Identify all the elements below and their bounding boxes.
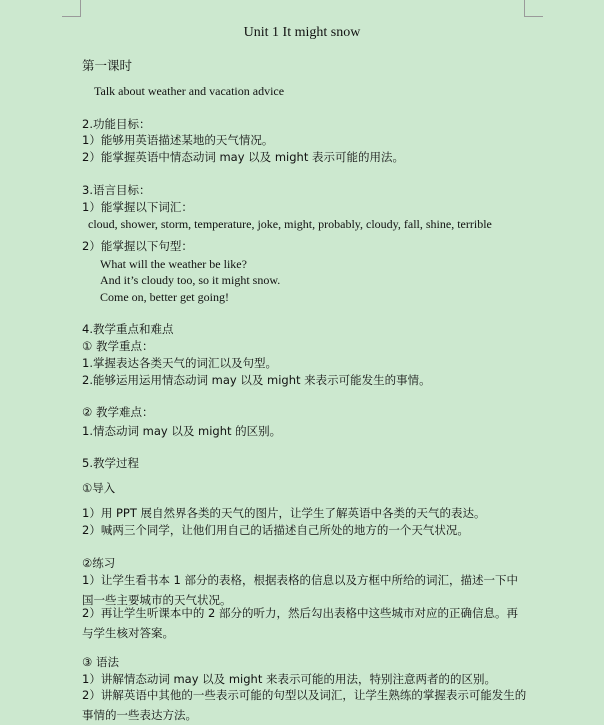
subsection-label: ① 教学重点：	[82, 339, 154, 353]
sentence-pattern: What will the weather be like?	[100, 257, 247, 271]
list-item: 2）能掌握以下句型：	[82, 239, 193, 253]
subsection-label: ①导入	[82, 481, 116, 495]
vocabulary-list: cloud, shower, storm, temperature, joke, might, probably, cloudy, fall, shine, terrible	[88, 217, 492, 231]
list-item: 1）让学生看书本 1 部分的表格，根据表格的信息以及方框中所给的词汇，描述一下中国一些主要城市的天气状况。	[82, 573, 518, 607]
document-title: Unit 1 It might snow	[243, 25, 361, 40]
section-heading: 4.教学重点和难点	[82, 322, 174, 336]
list-item: 1.情态动词 may 以及 might 的区别。	[82, 424, 282, 438]
margin-corner-mark-left	[62, 0, 81, 17]
list-item: 2）能掌握英语中情态动词 may 以及 might 表示可能的用法。	[82, 150, 404, 164]
sentence-pattern: And it’s cloudy too, so it might snow.	[100, 273, 281, 287]
list-item: 1）讲解情态动词 may 以及 might 来表示可能的用法，特别注意两者的的区别。	[82, 672, 496, 686]
sentence-pattern: Come on, better get going!	[100, 290, 229, 304]
list-item: 1.掌握表达各类天气的词汇以及句型。	[82, 356, 277, 370]
section-heading: 3.语言目标：	[82, 183, 151, 197]
section-heading: 5.教学过程	[82, 456, 139, 470]
list-item: 2.能够运用运用情态动词 may 以及 might 来表示可能发生的事情。	[82, 373, 431, 387]
list-item: 2）再让学生听课本中的 2 部分的听力，然后勾出表格中这些城市对应的正确信息。再与学生核对答案。	[82, 606, 518, 640]
lesson-subtitle: Talk about weather and vacation advice	[94, 84, 285, 98]
list-item: 1）用 PPT 展自然界各类的天气的图片，让学生了解英语中各类的天气的表达。	[82, 506, 486, 520]
subsection-label: ②练习	[82, 556, 116, 570]
list-item: 2）讲解英语中其他的一些表示可能的句型以及词汇，让学生熟练的掌握表示可能发生的事情的一些表达方法。	[82, 688, 527, 722]
list-item: 2）喊两三个同学，让他们用自己的话描述自己所处的地方的一个天气状况。	[82, 523, 469, 537]
section-heading: 2.功能目标：	[82, 117, 151, 131]
margin-corner-mark-right	[524, 0, 543, 17]
subsection-label: ③ 语法	[82, 655, 119, 669]
subsection-label: ② 教学难点：	[82, 405, 154, 419]
list-item: 1）能掌握以下词汇：	[82, 200, 193, 214]
list-item: 1）能够用英语描述某地的天气情况。	[82, 133, 274, 147]
lesson-heading: 第一课时	[82, 58, 133, 73]
